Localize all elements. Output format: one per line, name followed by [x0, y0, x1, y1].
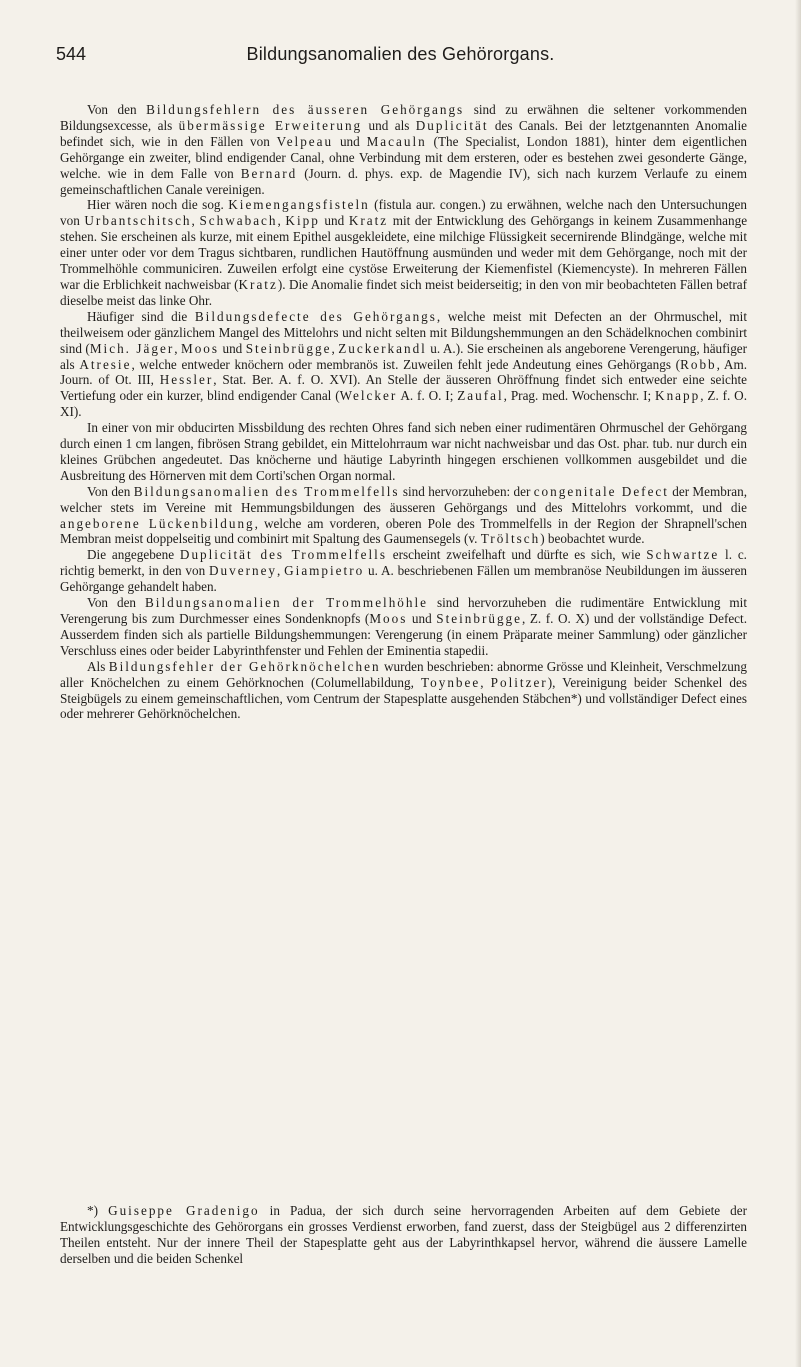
spaced-emphasis: Tröltsch: [480, 531, 541, 547]
text-run: ,: [191, 213, 200, 229]
text-run: , welche am vorderen, oberen Pole des Trommelfells in der Region der Shrapnell'schen Membran meist doppelseitig und combinirt mit Spaltung des Gaumensegels (v.: [60, 515, 747, 547]
spaced-emphasis: Zaufal: [457, 388, 504, 404]
spaced-emphasis: Duverney: [209, 563, 278, 579]
paragraph: [60, 309, 747, 420]
footnote: [60, 1203, 747, 1267]
paragraph: [60, 595, 747, 659]
text-run: ,: [331, 340, 339, 356]
spaced-emphasis: Welcker: [339, 388, 398, 404]
spaced-emphasis: angeborene Lückenbildung: [60, 515, 255, 531]
text-run: , Prag. med. Wochenschr. I;: [503, 388, 656, 404]
body-text: [60, 102, 747, 722]
spaced-emphasis: Bernard: [240, 165, 298, 181]
text-run: ), Vereinigung beider Schenkel des Steigbügels zu einem gemeinschaftlichen, vom Centrum der Stapesplatte ausgehenden Stäbchen*) und vollständiger Defect eines oder mehrerer Gehörknöchelchen.: [60, 674, 747, 722]
spaced-emphasis: Hessler: [159, 372, 214, 388]
paragraph: [60, 420, 747, 484]
text-run: , Stat. Ber. A. f. O. XVI). An Stelle der äusseren Ohröffnung findet sich entweder eine seichte Vertiefung oder ein kurzer, blind endigender Canal (: [60, 372, 747, 404]
spaced-emphasis: Knapp: [655, 388, 701, 404]
text-run: u. A.). Sie erscheinen als angeborene Verengerung, häufiger als: [60, 340, 748, 372]
text-run: und: [319, 213, 349, 229]
spaced-emphasis: Moos: [180, 340, 220, 356]
text-run: *): [87, 1203, 109, 1218]
spaced-emphasis: Robb: [680, 356, 717, 372]
spaced-emphasis: übermässige Erweiterung: [178, 117, 363, 133]
text-run: sind hervorzuheben die rudimentäre Entwicklung mit Verengerung bis zum Durchmesser eines Sondenknopfs (: [60, 595, 747, 626]
text-run: ,: [480, 674, 491, 690]
spaced-emphasis: Macauln: [366, 133, 427, 149]
text-run: der Membran, welcher stets im Vereine mit Hemmungsbildungen des äusseren Gehörgangs und des Mittelohrs vorkommt, und die: [60, 483, 748, 515]
text-run: Von den: [87, 102, 147, 117]
text-run: sind zu erwähnen die seltener vorkommenden Bildungsexcesse, als: [60, 102, 747, 133]
text-run: Die angegebene: [87, 547, 180, 563]
text-run: Häufiger sind die: [87, 308, 195, 324]
spaced-emphasis: Bildungsfehler der Gehörknöchelchen: [108, 658, 381, 674]
spaced-emphasis: Schwartze: [646, 547, 720, 563]
text-run: und: [407, 611, 437, 626]
text-run: (Journ. d. phys. exp. de Magendie IV), sich nach kurzem Verlaufe zu einem gemeinschaftlichen Canale vereinigen.: [60, 165, 748, 197]
spaced-emphasis: Kiemengangsfisteln: [228, 197, 370, 213]
text-run: und als: [362, 117, 416, 133]
paragraph: [60, 197, 747, 308]
spaced-emphasis: Atresie: [79, 356, 132, 372]
text-run: (fistula aur. congen.) zu erwähnen, welche nach den Untersuchungen von: [60, 197, 747, 229]
text-run: Von den: [87, 483, 134, 499]
text-run: des Canals. Bei der letztgenannten Anomalie befindet sich, wie in den Fällen von: [60, 117, 747, 149]
spaced-emphasis: Bildungsfehlern des äusseren Gehörgangs: [146, 102, 465, 117]
text-run: , welche meist mit Defecten an der Ohrmuschel, mit theilweisem oder gänzlichem Mangel des Mittelohrs und nicht selten mit Bildungshemmungen an den Schädelknochen combinirt sind (: [60, 308, 747, 356]
spaced-emphasis: Steinbrügge: [436, 611, 522, 626]
text-run: , welche entweder knöchern oder membranös ist. Zuweilen fehlt jede Andeutung eines Gehörgangs (: [131, 356, 681, 372]
footnote-paragraph: [60, 1203, 747, 1267]
spaced-emphasis: Guiseppe Gradenigo: [108, 1203, 260, 1218]
spaced-emphasis: Schwabach: [199, 213, 278, 229]
text-run: Als: [87, 658, 109, 674]
spaced-emphasis: Bildungsanomalien des Trommelfells: [133, 483, 400, 499]
text-run: , Am. Journ. of Ot. III,: [60, 356, 748, 388]
spaced-emphasis: Giampietro: [284, 563, 365, 579]
text-run: l. c. richtig bemerkt, in den von: [60, 547, 747, 579]
paragraph: [60, 547, 747, 595]
spaced-emphasis: congenitale Defect: [533, 483, 669, 499]
spaced-emphasis: Mich. Jäger: [89, 340, 175, 356]
text-run: ,: [174, 340, 181, 356]
text-run: sind hervorzuheben: der: [399, 483, 534, 499]
spaced-emphasis: Kipp: [285, 213, 320, 229]
text-run: Von den: [87, 595, 145, 611]
spaced-emphasis: Duplicität des Trommelfells: [179, 547, 387, 563]
text-run: und: [333, 133, 367, 149]
spaced-emphasis: Zuckerkandl: [338, 340, 427, 356]
page-header: [0, 44, 801, 68]
spaced-emphasis: Steinbrügge: [245, 340, 332, 356]
text-run: (The Specialist, London 1881), hinter dem eigentlichen Gehörgange ein zweiter, blind endigender Canal, ohne Verbindung mit dem ersteren, oder es bestehen zwei gesonderte Gänge, welche. wie in dem Falle von: [60, 133, 747, 181]
text-run: wurden beschrieben: abnorme Grösse und Kleinheit, Verschmelzung aller Knöchelchen zu einem Gehörknochen (Columellabildung,: [60, 658, 747, 690]
running-title: Bildungsanomalien des Gehörorgans.: [246, 44, 555, 64]
text-run: erscheint zweifelhaft und dürfte es sich, wie: [386, 547, 647, 563]
spaced-emphasis: Bildungsanomalien der Trommelhöhle: [145, 595, 429, 611]
spaced-emphasis: Moos: [369, 611, 408, 626]
text-run: ) beobachtet wurde.: [540, 531, 645, 547]
text-run: ,: [277, 563, 285, 579]
text-run: und: [219, 340, 246, 356]
text-run: mit der Entwicklung des Gehörgangs in keinem Zusammenhange stehen. Sie erscheinen als kurze, mit einem Epithel ausgekleidete, eine milchige Flüssigkeit secernirende Blindgänge, welche mit einer unter oder vor dem Tragus sichtbaren, rundlichen Hautöffnung ausmünden und weder mit dem Gehörgange, noch mit der Trommelhöhle communiciren. Zuweilen erfolgt eine cystöse Erweiterung der Kiemenfistel (Kiemencyste). In mehreren Fällen war die Erblichkeit nachweisbar (: [60, 213, 748, 292]
spaced-emphasis: Bildungsdefecte des Gehörgangs: [194, 308, 437, 324]
text-run: A. f. O. I;: [397, 388, 458, 404]
text-run: Hier wären noch die sog.: [87, 197, 229, 213]
text-run: ). Die Anomalie findet sich meist beiderseitig; in den von mir beobachteten Fällen betraf dieselbe meist das linke Ohr.: [60, 276, 747, 308]
paragraph: [60, 659, 747, 723]
text-run: u. A. beschriebenen Fällen um membranöse Neubildungen im äusseren Gehörgange gehandelt haben.: [60, 563, 748, 595]
page-number: 544: [56, 44, 87, 64]
page-edge-shadow: [795, 0, 801, 1367]
spaced-emphasis: Toynbee: [421, 674, 481, 690]
paragraph: [60, 102, 747, 197]
text-run: , Z. f. O. X) und der vollständige Defect. Ausserdem finden sich als partielle Bildungshemmungen: Verengerung (in einem Präparate meiner Sammlung) oder gänzlicher Verschluss eines oder beider Labyrinthfenster und Fehlen der Eminentia stapedii.: [60, 611, 747, 658]
text-run: , Z. f. O. XI).: [60, 388, 747, 420]
text-run: In einer von mir obducirten Missbildung des rechten Ohres fand sich neben einer rudimentären Ohrmuschel der Gehörgang durch einen 1 cm langen, fibrösen Strang gebildet, ein Mittelohrraum war nicht nachweisbar und das Ost. phar. tub. nur durch ein kleines Grübchen angedeutet. Das knöcherne und häutige Labyrinth hingegen erschienen vollkommen ausgebildet und die Ausbreitung des Hörnerven mit dem Corti'schen Organ normal.: [60, 420, 747, 483]
spaced-emphasis: Velpeau: [276, 133, 334, 149]
spaced-emphasis: Politzer: [490, 674, 548, 690]
spaced-emphasis: Kratz: [238, 276, 278, 292]
text-run: ,: [277, 213, 286, 229]
spaced-emphasis: Kratz: [348, 213, 389, 229]
spaced-emphasis: Duplicität: [415, 117, 489, 133]
text-run: in Padua, der sich durch seine hervorragenden Arbeiten auf dem Gebiete der Entwicklungsgeschichte des Gehörorgans ein grosses Verdienst erworben, fand zuerst, dass der Steigbügel aus 2 differenzirten Theilen entsteht. Nur der innere Theil der Stapesplatte geht aus der Labyrinthkapsel hervor, während die äussere Lamelle derselben und die beiden Schenkel: [60, 1203, 747, 1266]
spaced-emphasis: Urbantschitsch: [84, 213, 192, 229]
paragraph: [60, 484, 747, 548]
